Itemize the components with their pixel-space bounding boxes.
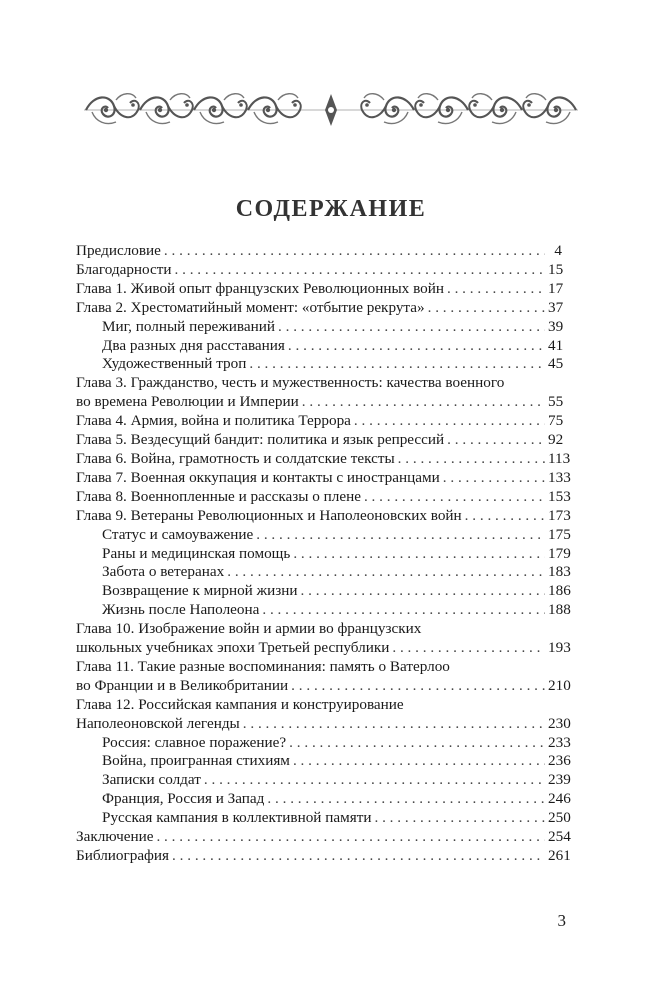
toc-entry [76,468,571,488]
toc-entry-text: Библиография [76,847,170,864]
dot-leader [447,280,545,299]
toc-entry-text: Наполеоновской легенды [76,714,240,732]
toc-page-number: 92 [548,431,564,449]
toc-subentry [76,582,571,601]
ornamental-border-icon [84,88,578,132]
toc-entry-text: Предисловие [76,242,161,259]
dot-leader [398,450,545,469]
toc-entry-text: Глава 9. Ветераны Революционных и Наполеоновских войн [76,506,462,524]
table-of-contents [76,242,571,866]
dot-leader [302,393,545,412]
dot-leader [374,809,545,828]
toc-entry-text: Забота о ветеранах [102,563,225,581]
toc-entry-text: Глава 7. Военная оккупация и контакты с иностранцами [76,468,440,486]
dot-leader [428,299,545,318]
dot-leader [291,677,545,696]
toc-entry-text: Возвращение к мирной жизни [102,582,298,600]
dot-leader [156,828,545,847]
toc-entry-text: Глава 10. Изображение войн и армии во французских [76,620,422,638]
dot-leader [227,563,545,582]
toc-entry-text: школьных учебниках эпохи Третьей республики [76,639,390,657]
toc-page-number: 173 [548,506,571,524]
toc-subentry [76,525,571,545]
toc-entry-text: Записки солдат [102,771,201,789]
toc-page-number: 55 [548,393,564,411]
toc-subentry [76,355,562,374]
toc-subentry [76,733,571,753]
dot-leader [289,734,545,753]
toc-page-number: 39 [548,317,564,335]
toc-page-number: 233 [548,733,571,751]
toc-entry [76,261,562,280]
toc-page-number: 236 [548,752,571,770]
toc-page-number: 261 [548,847,571,864]
toc-page-number: 230 [548,714,571,732]
toc-page-number: 193 [548,639,571,657]
toc-subentry [76,771,571,790]
toc-entry-text: Два разных дня расставания [102,336,285,354]
toc-page-number: 45 [548,355,564,373]
toc-entry-text: Глава 6. Война, грамотность и солдатские тексты [76,449,395,467]
toc-entry-text: Жизнь после Наполеона [102,601,260,619]
toc-entry [76,506,571,526]
toc-entry-text: Глава 11. Такие разные воспоминания: память о Ватерлоо [76,657,450,675]
toc-entry-text: Художественный троп [102,355,247,373]
toc-page-number: 37 [548,298,564,316]
toc-entry-text: Глава 5. Вездесущий бандит: политика и язык репрессий [76,431,445,449]
toc-entry-line [76,696,562,715]
toc-page-number: 15 [548,260,564,278]
dot-leader [249,355,545,374]
toc-entry-text: Глава 4. Армия, война и политика Террора [76,412,351,430]
toc-page-number: 250 [548,809,571,827]
toc-entry-text: Статус и самоуважение [102,525,254,543]
toc-page-number: 210 [548,676,571,694]
toc-entry [76,242,562,261]
page-number: 3 [557,911,566,930]
toc-entry [76,847,571,866]
toc-subentry [76,337,562,356]
dot-leader [172,847,545,866]
page-title: СОДЕРЖАНИЕ [235,196,427,222]
toc-entry [76,449,571,469]
toc-entry-text: Благодарности [76,260,172,278]
toc-page-number: 41 [548,336,564,354]
toc-entry [76,431,562,450]
toc-page-number: 175 [548,525,571,543]
toc-entry-text: Глава 8. Военнопленные и рассказы о плене [76,487,361,505]
toc-subentry [76,790,571,809]
toc-page-number: 188 [548,601,571,619]
dot-leader [204,771,545,790]
dot-leader [364,488,545,507]
toc-entry-text: Заключение [76,828,154,846]
dot-leader [243,715,545,734]
dot-leader [293,752,545,771]
dot-leader [301,582,546,601]
dot-leader [267,790,545,809]
dot-leader [392,639,545,658]
dot-leader [175,261,545,280]
toc-entry-text: Россия: славное поражение? [102,733,287,751]
toc-entry [76,714,571,734]
toc-subentry [76,563,571,582]
toc-page-number: 153 [548,487,571,505]
toc-entry [76,412,562,431]
dot-leader [293,545,545,564]
toc-entry-text: Глава 1. Живой опыт французских Революционных войн [76,279,444,297]
toc-page-number: 4 [554,242,562,259]
toc-entry [76,299,562,318]
toc-entry-text: Глава 3. Гражданство, честь и мужественность: качества военного [76,374,505,392]
toc-entry [76,280,562,299]
dot-leader [288,337,545,356]
toc-entry [76,676,571,696]
toc-page-number: 254 [548,828,571,846]
toc-page-number: 75 [548,412,564,430]
toc-page-number: 246 [548,790,571,808]
toc-entry [76,487,571,507]
dot-leader [256,526,545,545]
toc-subentry [76,544,571,564]
toc-entry [76,393,562,412]
dot-leader [443,469,545,488]
toc-entry [76,828,571,847]
toc-entry-text: во Франции и в Великобритании [76,676,289,694]
toc-page-number: 133 [548,468,571,486]
dot-leader [447,431,545,450]
toc-entry-text: Глава 12. Российская кампания и конструирование [76,695,404,713]
dot-leader [164,242,545,261]
toc-entry-text: Раны и медицинская помощь [102,544,291,562]
dot-leader [354,412,545,431]
toc-page-number: 239 [548,771,571,789]
toc-subentry [76,809,571,828]
toc-entry [76,639,571,658]
toc-page-number: 183 [548,563,571,581]
toc-subentry [76,601,571,620]
toc-entry-text: Война, проигранная стихиям [102,752,290,770]
dot-leader [465,507,545,526]
toc-page-number: 186 [548,582,571,600]
toc-page-number: 17 [548,279,564,297]
toc-entry-line [76,374,562,393]
dot-leader [278,318,545,337]
toc-entry-text: Миг, полный переживаний [102,317,276,335]
toc-entry-text: Русская кампания в коллективной памяти [102,809,372,827]
toc-entry-line [76,658,562,677]
toc-page-number: 113 [548,449,571,467]
toc-page-number: 179 [548,544,571,562]
dot-leader [262,601,545,620]
toc-entry-text: Франция, Россия и Запад [102,790,265,808]
toc-subentry [76,318,562,337]
toc-subentry [76,752,571,771]
toc-entry-line [76,620,562,639]
toc-entry-text: Глава 2. Хрестоматийный момент: «отбытие рекрута» [76,298,425,316]
toc-entry-text: во времена Революции и Империи [76,393,299,411]
